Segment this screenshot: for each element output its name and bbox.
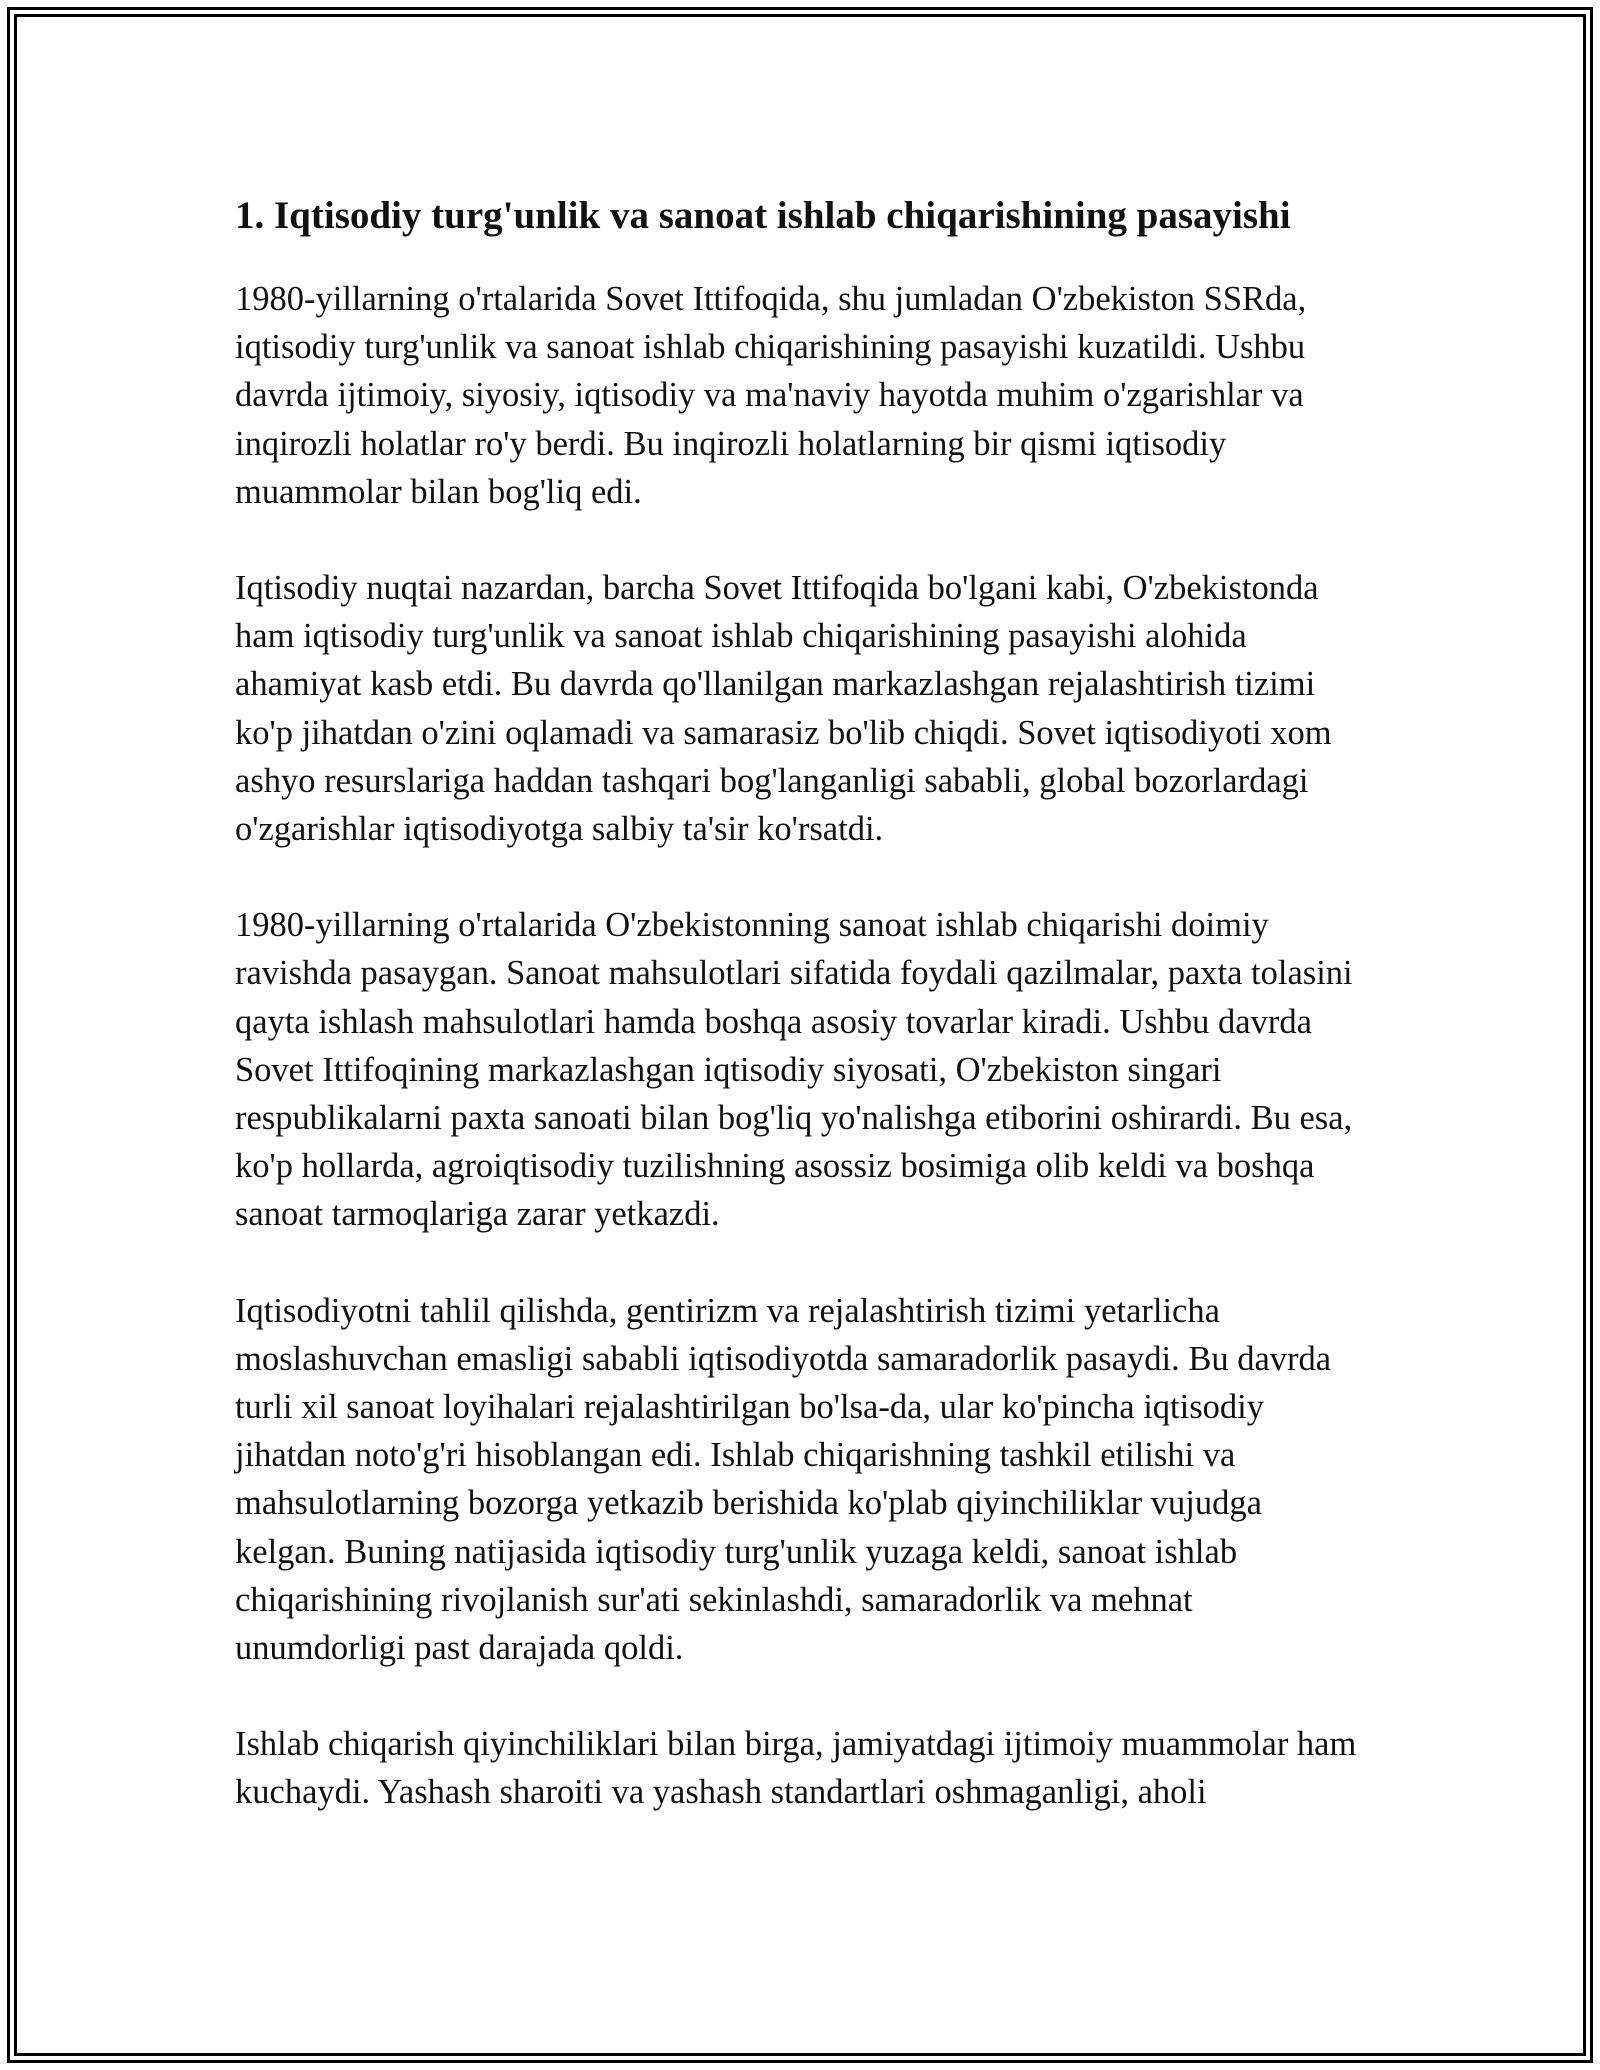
paragraph-3: 1980-yillarning o'rtalarida O'zbekistonning sanoat ishlab chiqarishi doimiy ravishda pasaygan. Sanoat mahsulotlari sifatida foydali qazilmalar, paxta tolasini qayta ishlash mahsulotlari hamda boshqa asosiy tovarlar kiradi. Ushbu davrda Sovet Ittifoqining markazlashgan iqtisodiy siyosati, O'zbekiston singari respublikalarni paxta sanoati bilan bog'liq yo'nalishga etiborini oshirardi. Bu esa, ko'p hollarda, agroiqtisodiy tuzilishning asossiz bosimiga olib keldi va boshqa sanoat tarmoqlariga zarar yetkazdi. bbox=[235, 906, 1353, 1234]
paragraph-1: 1980-yillarning o'rtalarida Sovet Ittifoqida, shu jumladan O'zbekiston SSRda, iqtisodiy turg'unlik va sanoat ishlab chiqarishining pasayishi kuzatildi. Ushbu davrda ijtimoiy, siyosiy, iqtisodiy va ma'naviy hayotda muhim o'zgarishlar va inqirozli holatlar ro'y berdi. Bu inqirozli holatlarning bir qismi iqtisodiy muammolar bilan bog'liq edi. bbox=[235, 280, 1307, 511]
paragraph-2: Iqtisodiy nuqtai nazardan, barcha Sovet Ittifoqida bo'lgani kabi, O'zbekistonda ham iqtisodiy turg'unlik va sanoat ishlab chiqarishining pasayishi alohida ahamiyat kasb etdi. Bu davrda qo'llanilgan markazlashgan rejalashtirish tizimi ko'p jihatdan o'zini oqlamadi va samarasiz bo'lib chiqdi. Sovet iqtisodiyoti xom ashyo resurslariga haddan tashqari bog'langanligi sababli, global bozorlardagi o'zgarishlar iqtisodiyotga salbiy ta'sir ko'rsatdi. bbox=[235, 569, 1332, 849]
paragraph-4: Iqtisodiyotni tahlil qilishda, gentirizm va rejalashtirish tizimi yetarlicha moslashuvchan emasligi sababli iqtisodiyotda samaradorlik pasaydi. Bu davrda turli xil sanoat loyihalari rejalashtirilgan bo'lsa-da, ular ko'pincha iqtisodiy jihatdan noto'g'ri hisoblangan edi. Ishlab chiqarishning tashkil etilishi va mahsulotlarning bozorga yetkazib berishida ko'plab qiyinchiliklar vujudga kelgan. Buning natijasida iqtisodiy turg'unlik yuzaga keldi, sanoat ishlab chiqarishining rivojlanish sur'ati sekinlashdi, samaradorlik va mehnat unumdorligi past darajada qoldi. bbox=[235, 1291, 1332, 1668]
section-heading: 1. Iqtisodiy turg'unlik va sanoat ishlab chiqarishining pasayishi bbox=[235, 194, 1291, 237]
document-body bbox=[235, 188, 1365, 1865]
paragraph-5: Ishlab chiqarish qiyinchiliklari bilan birga, jamiyatdagi ijtimoiy muammolar ham kuchaydi. Yashash sharoiti va yashash standartlari oshmaganligi, aholi bbox=[235, 1725, 1357, 1812]
